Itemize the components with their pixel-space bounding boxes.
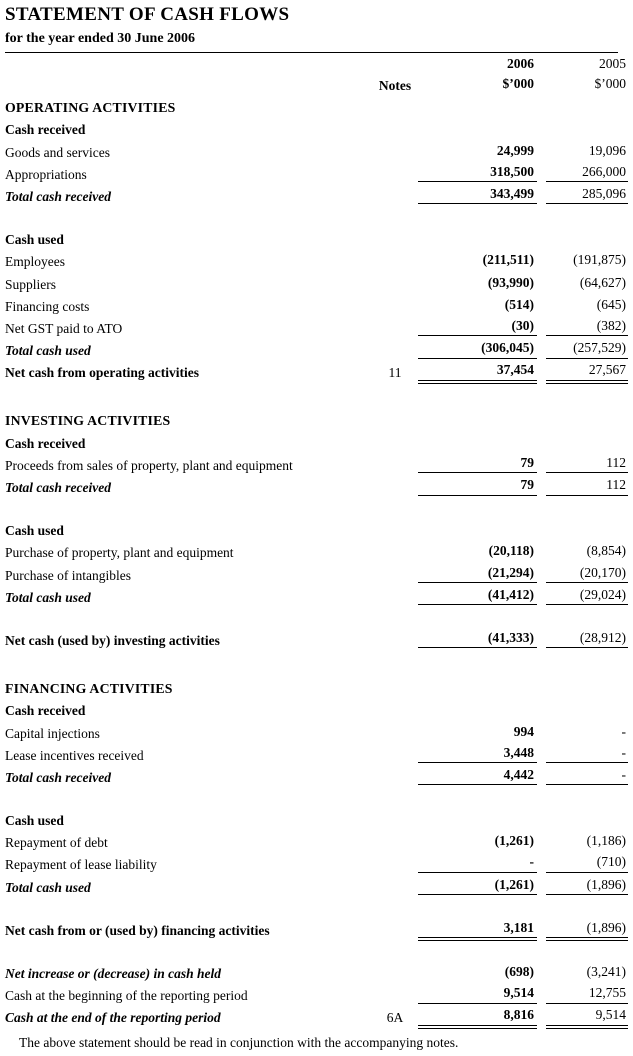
row-label: Goods and services — [5, 144, 110, 160]
row-label: FINANCING ACTIVITIES — [5, 680, 173, 696]
value-2005 — [546, 695, 628, 697]
row-label: Net cash (used by) investing activities — [5, 632, 220, 648]
value-2006: 3,181 — [418, 920, 537, 939]
row-label: Repayment of lease liability — [5, 857, 157, 873]
value-2006: (30) — [418, 318, 537, 337]
value-2005: 112 — [546, 477, 628, 496]
table-row — [5, 1004, 628, 1026]
spacer-row — [5, 496, 628, 517]
row-label: Appropriations — [5, 166, 87, 182]
row-label: Purchase of intangibles — [5, 567, 131, 583]
column-header-years — [5, 53, 628, 74]
table-row — [5, 225, 628, 247]
value-2006: 79 — [418, 455, 537, 474]
value-2005: (382) — [546, 318, 628, 337]
page-subtitle: for the year ended 30 June 2006 — [5, 30, 196, 46]
value-2006: - — [418, 854, 537, 873]
value-2006: 994 — [513, 723, 534, 739]
value-2005 — [546, 717, 628, 719]
value-2006 — [418, 246, 537, 248]
row-label: Net cash from or (used by) financing activities — [5, 922, 270, 938]
value-2006: (93,990) — [487, 274, 534, 290]
value-2005: 266,000 — [546, 164, 628, 183]
table-row — [5, 539, 628, 561]
row-label: Total cash received — [5, 769, 111, 785]
row-label: INVESTING ACTIVITIES — [5, 413, 171, 429]
row-label: Suppliers — [5, 276, 57, 292]
value-2005: - — [546, 767, 628, 786]
value-2006: 4,442 — [418, 767, 537, 786]
row-notes: 11 — [388, 365, 402, 381]
value-2005 — [546, 827, 628, 829]
table-row — [5, 116, 628, 138]
value-2006: (41,412) — [418, 587, 537, 606]
value-2005: 112 — [546, 455, 628, 474]
value-2006: (1,261) — [418, 877, 537, 896]
row-label: Cash used — [5, 813, 64, 829]
table-row — [5, 270, 628, 292]
row-label: Total cash received — [5, 480, 111, 496]
column-unit-2006: $’000 — [502, 76, 534, 92]
value-2006: (41,333) — [418, 630, 537, 649]
value-2006 — [418, 537, 537, 539]
table-row — [5, 697, 628, 719]
column-year-2005: 2005 — [599, 55, 626, 71]
table-row — [5, 873, 628, 895]
column-year-2006: 2006 — [507, 55, 534, 71]
table-row — [5, 829, 628, 851]
value-2006 — [418, 827, 537, 829]
table-row — [5, 407, 628, 429]
value-2006: 24,999 — [496, 142, 534, 158]
table-row — [5, 138, 628, 160]
value-2005: (645) — [596, 296, 626, 312]
page-title: STATEMENT OF CASH FLOWS — [5, 4, 290, 25]
row-label: Cash received — [5, 122, 86, 138]
table-row — [5, 451, 628, 473]
value-2006: 343,499 — [418, 186, 537, 205]
value-2006: 79 — [418, 477, 537, 496]
table-row — [5, 94, 628, 116]
row-label: Net GST paid to ATO — [5, 320, 123, 336]
value-2005: 19,096 — [588, 142, 626, 158]
table-row — [5, 160, 628, 182]
value-2006: 3,448 — [418, 745, 537, 764]
spacer-row — [5, 895, 628, 916]
value-2006 — [418, 427, 537, 429]
table-row — [5, 741, 628, 763]
value-2005: (3,241) — [586, 964, 626, 980]
spacer-row — [5, 785, 628, 806]
row-label: Cash at the beginning of the reporting period — [5, 988, 248, 1004]
value-2006 — [418, 114, 537, 116]
value-2006: 8,816 — [418, 1007, 537, 1026]
value-2006: 37,454 — [418, 362, 537, 381]
value-2005: (710) — [546, 854, 628, 873]
value-2005: - — [621, 723, 626, 739]
row-label: Financing costs — [5, 298, 90, 314]
table-row — [5, 359, 628, 381]
row-label: Net cash from operating activities — [5, 365, 199, 381]
value-2005: 12,755 — [546, 985, 628, 1004]
value-2006 — [418, 136, 537, 138]
column-header-units — [5, 73, 628, 94]
value-2005: (8,854) — [586, 543, 626, 559]
spacer-row — [5, 605, 628, 626]
table-row — [5, 959, 628, 981]
value-2005: (29,024) — [546, 587, 628, 606]
value-2005: (1,186) — [586, 833, 626, 849]
value-2005: (28,912) — [546, 630, 628, 649]
row-label: Total cash received — [5, 188, 111, 204]
row-label: Cash received — [5, 435, 86, 451]
row-label: Lease incentives received — [5, 747, 144, 763]
table-row — [5, 292, 628, 314]
value-2005: (64,627) — [579, 274, 626, 290]
row-label: Total cash used — [5, 589, 91, 605]
row-label: Proceeds from sales of property, plant and equipment — [5, 457, 293, 473]
value-2005: (257,529) — [546, 340, 628, 359]
row-label: Cash used — [5, 523, 64, 539]
value-2005 — [546, 449, 628, 451]
table-row — [5, 314, 628, 336]
value-2006: (20,118) — [488, 543, 534, 559]
table-row — [5, 806, 628, 828]
table-row — [5, 626, 628, 648]
table-row — [5, 763, 628, 785]
value-2006 — [418, 717, 537, 719]
spacer-row — [5, 938, 628, 959]
value-2006: (306,045) — [418, 340, 537, 359]
row-label: Total cash used — [5, 343, 91, 359]
table-row — [5, 182, 628, 204]
row-label: OPERATING ACTIVITIES — [5, 99, 176, 115]
table-row — [5, 248, 628, 270]
value-2006: (1,261) — [494, 833, 534, 849]
table-row — [5, 561, 628, 583]
value-2006: 318,500 — [418, 164, 537, 183]
value-2006 — [418, 695, 537, 697]
row-label: Cash at the end of the reporting period — [5, 1010, 221, 1026]
spacer-row — [5, 648, 628, 674]
row-notes: 6A — [386, 1010, 404, 1026]
table-row — [5, 473, 628, 495]
value-2006: (698) — [504, 964, 534, 980]
row-label: Employees — [5, 254, 65, 270]
row-label: Cash used — [5, 232, 64, 248]
value-2005: (1,896) — [546, 877, 628, 896]
column-header-notes: Notes — [378, 78, 412, 94]
row-label: Total cash used — [5, 879, 91, 895]
statement-rows — [5, 94, 628, 1026]
value-2006 — [418, 449, 537, 451]
value-2006: (21,294) — [418, 565, 537, 584]
table-row — [5, 674, 628, 696]
value-2005 — [546, 427, 628, 429]
table-row — [5, 851, 628, 873]
value-2005: - — [546, 745, 628, 764]
value-2005: (1,896) — [546, 920, 628, 939]
row-label: Capital injections — [5, 725, 100, 741]
value-2006: (211,511) — [482, 252, 534, 268]
row-label: Repayment of debt — [5, 835, 108, 851]
value-2005 — [546, 114, 628, 116]
spacer-row — [5, 204, 628, 225]
value-2005: (20,170) — [546, 565, 628, 584]
table-row — [5, 583, 628, 605]
table-row — [5, 982, 628, 1004]
footer-note: The above statement should be read in conjunction with the accompanying notes. — [19, 1034, 459, 1050]
value-2006: 9,514 — [418, 985, 537, 1004]
value-2005 — [546, 136, 628, 138]
value-2005 — [546, 537, 628, 539]
value-2005 — [546, 246, 628, 248]
spacer-row — [5, 381, 628, 407]
table-row — [5, 336, 628, 358]
value-2005: 9,514 — [546, 1007, 628, 1026]
value-2006: (514) — [504, 296, 534, 312]
column-unit-2005: $’000 — [594, 76, 626, 92]
table-row — [5, 916, 628, 938]
row-label: Cash received — [5, 703, 86, 719]
table-row — [5, 719, 628, 741]
value-2005: (191,875) — [573, 252, 626, 268]
table-row — [5, 517, 628, 539]
row-label: Net increase or (decrease) in cash held — [5, 966, 221, 982]
value-2005: 27,567 — [546, 362, 628, 381]
table-row — [5, 429, 628, 451]
value-2005: 285,096 — [546, 186, 628, 205]
row-label: Purchase of property, plant and equipment — [5, 545, 234, 561]
